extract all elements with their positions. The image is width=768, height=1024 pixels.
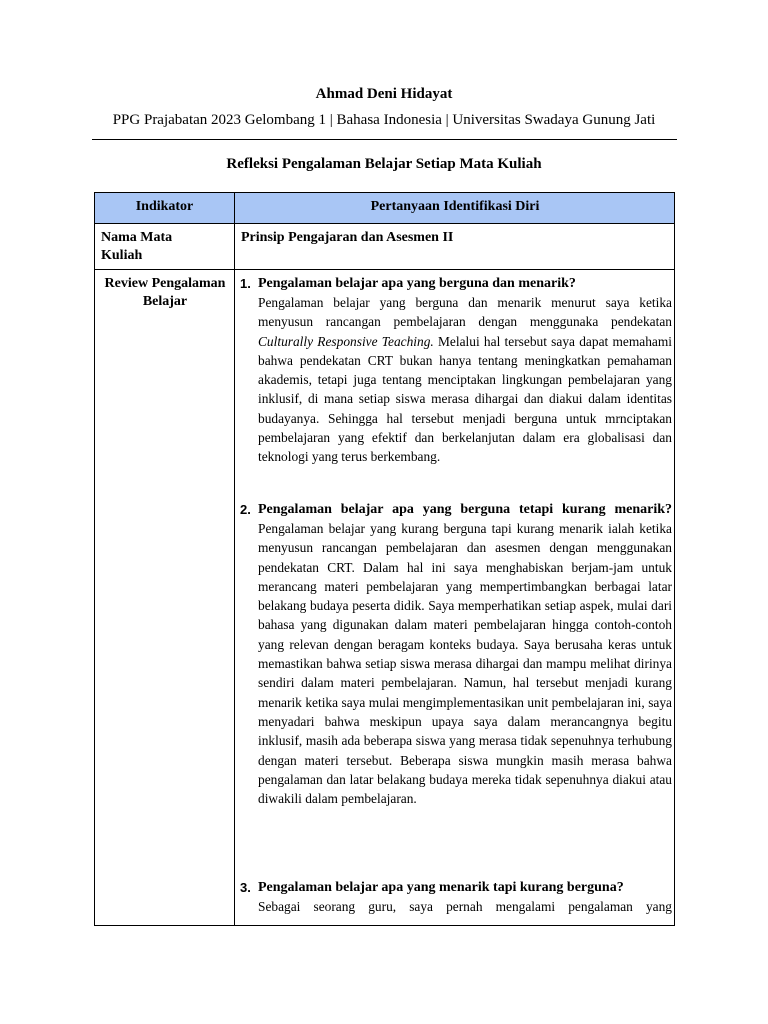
answer-text: Sebagai seorang guru, saya pernah mengalami pengalaman yang	[258, 899, 672, 914]
author-name: Ahmad Deni Hidayat	[315, 86, 453, 102]
header-indikator: Indikator	[135, 199, 194, 214]
question-item	[240, 879, 672, 916]
row-label-mata-kuliah: Nama Mata Kuliah	[101, 230, 173, 263]
question-title: Pengalaman belajar apa yang menarik tapi kurang berguna?	[258, 880, 624, 895]
header-divider	[92, 139, 677, 140]
answer-text: Pengalaman belajar yang berguna dan menarik menurut saya ketika menyusun rancangan pembelajaran dengan menggunaka pendekatan Culturally Responsive Teaching. Melalui hal tersebut saya dapat memahami bahwa pendekatan CRT bukan hanya tentang meningkatkan pemahaman akademis, tetapi juga tentang menciptakan lingkungan pembelajaran yang inklusif, di mana setiap siswa merasa dihargai dan diakui dalam identitas budayanya. Sehingga hal tersebut menjadi berguna untuk mrnciptakan pembelajaran yang efektif dan berkelanjutan dalam era globalisasi dan teknologi yang terus berkembang.	[258, 295, 672, 465]
question-item	[240, 275, 672, 467]
question-item	[240, 501, 672, 808]
question-number: 1.	[240, 276, 251, 291]
question-title: Pengalaman belajar apa yang berguna tetapi kurang menarik?	[258, 502, 672, 517]
document-title: Refleksi Pengalaman Belajar Setiap Mata Kuliah	[226, 156, 542, 172]
question-number: 2.	[240, 502, 251, 517]
question-number: 3.	[240, 880, 251, 895]
answer-text: Pengalaman belajar yang kurang berguna tapi kurang menarik ialah ketika menyusun rancangan pembelajaran dan asesmen dengan menggunakan pendekatan CRT. Dalam hal ini saya menghabiskan berjam-jam untuk merancang materi pembelajaran yang mempertimbangkan berbagai latar belakang budaya peserta didik. Saya memperhatikan setiap aspek, mulai dari bahasa yang digunakan dalam materi pembelajaran hingga contoh-contoh yang relevan dengan beragam konteks budaya. Saya berusaha keras untuk memastikan bahwa setiap siswa merasa dihargai dan mampu melihat dirinya sendiri dalam materi pembelajaran. Namun, hal tersebut menjadi kurang menarik ketika saya mulai mengimplementasikan unit pembelajaran ini, saya menyadari bahwa meskipun upaya saya dalam merancangnya begitu inklusif, masih ada beberapa siswa yang merasa tidak sepenuhnya terhubung dengan materi tersebut. Beberapa siswa mungkin masih merasa bahwa pengalaman dan latar belakang budaya mereka tidak sepenuhnya diakui atau diwakili dalam pembelajaran.	[258, 521, 672, 807]
header-pertanyaan: Pertanyaan Identifikasi Diri	[370, 199, 540, 214]
reflection-table	[94, 192, 675, 926]
column-divider	[234, 193, 235, 925]
question-title: Pengalaman belajar apa yang berguna dan menarik?	[258, 276, 576, 291]
row-label-review: Review Pengalaman Belajar	[104, 276, 226, 309]
course-name: Prinsip Pengajaran dan Asesmen II	[241, 230, 454, 245]
program-info: PPG Prajabatan 2023 Gelombang 1 | Bahasa Indonesia | Universitas Swadaya Gunung Jati	[112, 112, 656, 128]
row-divider	[95, 269, 674, 270]
